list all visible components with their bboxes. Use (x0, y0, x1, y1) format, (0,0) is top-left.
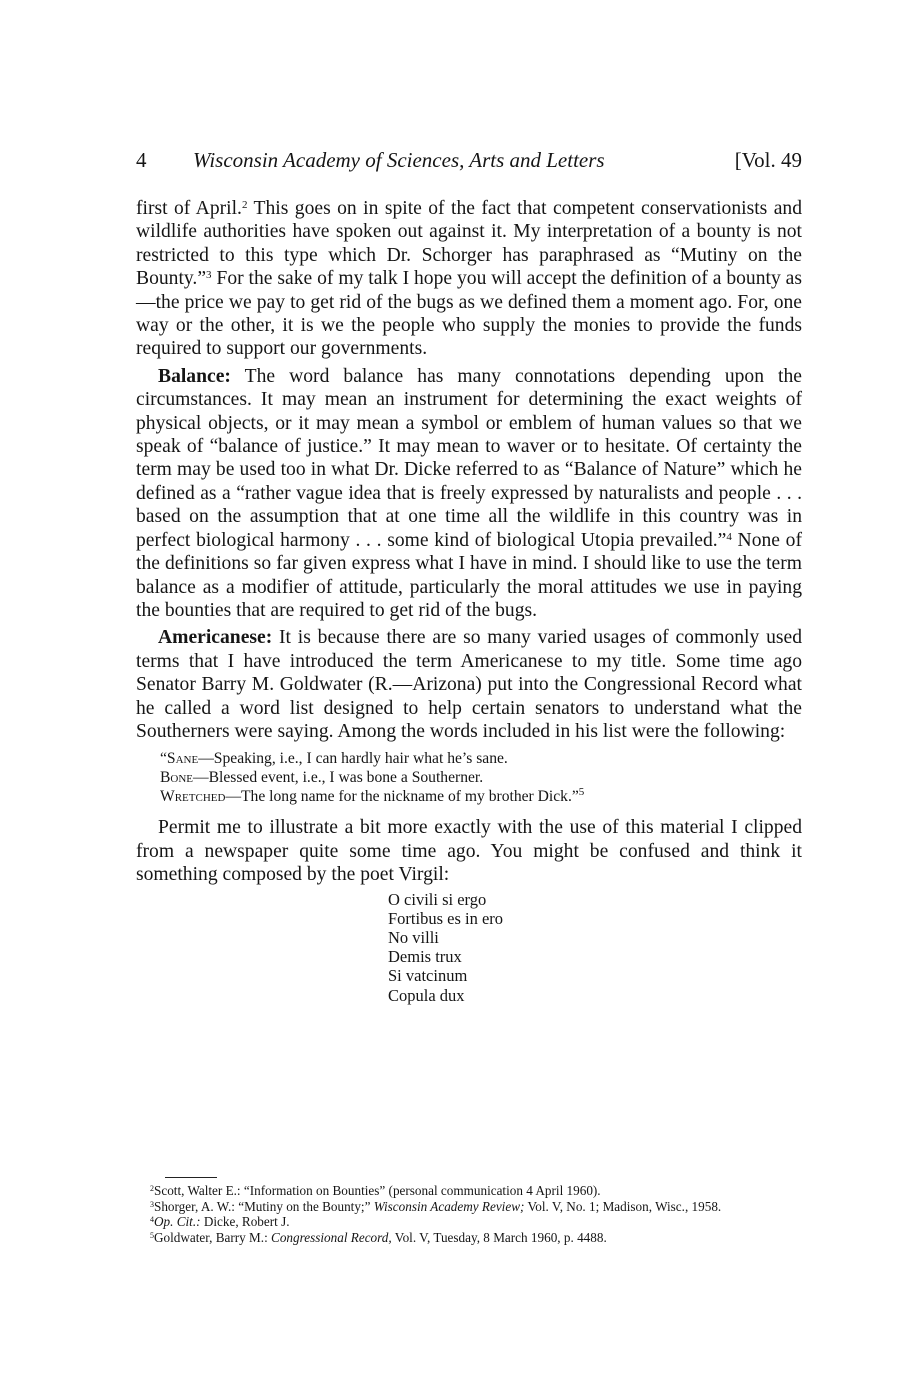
quote-definition: —Speaking, i.e., I can hardly hair what he’s sane. (198, 750, 508, 768)
footnote-text: Vol. V, No. 1; Madison, Wisc., 1958. (524, 1198, 722, 1214)
latin-poem (388, 890, 802, 1005)
footnote-text: Scott, Walter E.: “Information on Bounties” (personal communication 4 April 1960). (154, 1183, 601, 1198)
body-text (136, 197, 802, 1005)
paragraph-balance (136, 365, 802, 622)
paragraph-text: This goes on in spite of the fact that competent conservationists and wildlife authorities have spoken out against it. My interpretation of a bounty is not restricted to this type which Dr. Schorger has paraphrased as “Mutiny on the Bounty.” (136, 198, 803, 290)
footnote-ref-5: 5 (578, 786, 585, 799)
footnote-publication: Op. Cit.: (154, 1214, 201, 1230)
footnote-publication: Wisconsin Academy Review; (373, 1198, 525, 1214)
footnotes (136, 1183, 802, 1245)
footnote-publication: Congressional Record, (271, 1229, 392, 1245)
term-heading-americanese: Americanese: (158, 627, 273, 649)
footnote-number: 5 (150, 1230, 154, 1240)
paragraph-americanese (136, 626, 802, 743)
volume-label: [Vol. 49 (734, 148, 802, 172)
footnote-text: Dicke, Robert J. (200, 1214, 290, 1230)
footnote-2 (136, 1183, 802, 1199)
footnote-3 (136, 1199, 802, 1215)
word-list-quote (160, 749, 802, 806)
footnote-number: 4 (150, 1215, 154, 1225)
footnote-text: Goldwater, Barry M.: (154, 1229, 272, 1245)
paragraph-bounty (136, 197, 802, 361)
footnote-number: 2 (150, 1184, 154, 1193)
paragraph-text: The word balance has many connotations depending upon the circumstances. It may mean an instrument for determining the exact weights of physical objects, or it may mean a symbol or emblem of human values so that we speak of “balance of justice.” It may mean to waver or to hesitate. Of certainty the term may be used too in what Dr. Dicke referred to as “Balance of Nature” which he defined as a “rather vague idea that is freely expressed by naturalists and people . . . based on the assumption that at one time all the wildlife in this country was in perfect biological harmony . . . some kind of biological Utopia prevailed.” (136, 365, 802, 551)
quote-word: Bone (160, 769, 194, 787)
poem-line: Fortibus es in ero (388, 908, 504, 928)
footnote-5 (136, 1230, 802, 1246)
paragraph-text: None of the definitions so far given express what I have in mind. I should like to use the term balance as a modifier of attitude, particularly the moral attitudes we use in paying the bounties that are required to get rid of the bugs. (136, 529, 803, 621)
paragraph-text: It is because there are so many varied usages of commonly used terms that I have introduced the term Americanese to my title. Some time ago Senator Barry M. Goldwater (R.—Arizona) put into the Congressional Record what he called a word list designed to help certain senators to understand what the Southerners were saying. Among the words included in his list were the following: (136, 627, 802, 742)
quote-mark: “ (160, 750, 167, 768)
poem-line: No villi (388, 927, 439, 947)
paragraph-text: first of April. (136, 198, 242, 219)
paragraph-text: Permit me to illustrate a bit more exactly with the use of this material I clipped from a newspaper quite some time ago. You might be confused and think it something composed by the poet Virgil: (136, 817, 802, 886)
paragraph-text: For the sake of my talk I hope you will accept the definition of a bounty as—the price we pay to get rid of the bugs as we defined them a moment ago. For, one way or the other, it is we the people who supply the monies to provide the funds required to support our governments. (136, 268, 802, 360)
quote-word: Wretched (160, 788, 226, 806)
footnote-text: Shorger, A. W.: “Mutiny on the Bounty;” (154, 1198, 374, 1214)
footnote-ref-4: 4 (726, 530, 732, 543)
quote-line (160, 749, 802, 768)
quote-line (160, 787, 802, 806)
footnote-ref-3: 3 (206, 269, 212, 282)
quote-word: Sane (166, 750, 199, 768)
footnote-4 (136, 1214, 802, 1230)
footnote-divider (165, 1177, 217, 1178)
quote-definition: —The long name for the nickname of my brother Dick.” (225, 788, 579, 806)
footnote-text: Vol. V, Tuesday, 8 March 1960, p. 4488. (391, 1229, 607, 1245)
paragraph-virgil (136, 816, 802, 886)
poem-line: Demis trux (388, 947, 462, 967)
journal-title: Wisconsin Academy of Sciences, Arts and Letters (193, 148, 605, 172)
poem-line: Si vatcinum (388, 966, 468, 986)
poem-line: O civili si ergo (388, 889, 487, 909)
footnote-ref-2: 2 (241, 199, 248, 211)
poem-line: Copula dux (388, 985, 465, 1005)
quote-definition: —Blessed event, i.e., I was bone a Southerner. (193, 769, 484, 787)
page-number: 4 (136, 148, 147, 172)
term-heading-balance: Balance: (158, 365, 231, 387)
quote-line (160, 768, 802, 787)
footnote-number: 3 (150, 1199, 154, 1209)
